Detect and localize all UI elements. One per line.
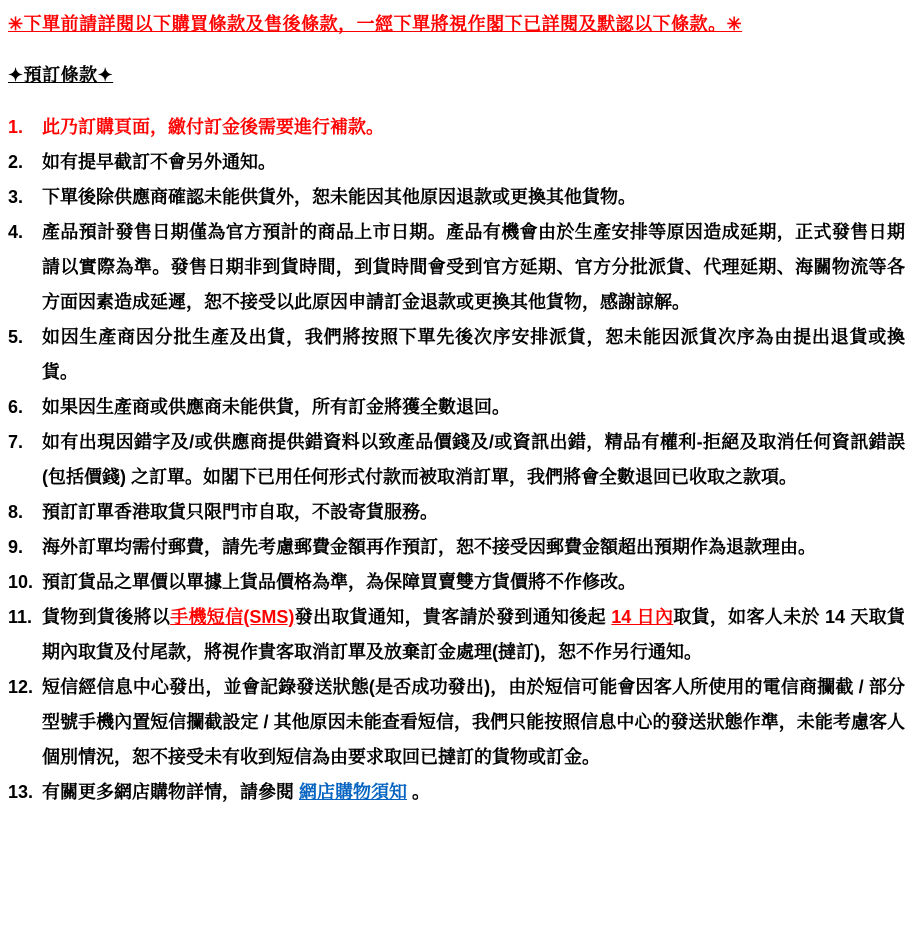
term-item — [8, 530, 907, 565]
term-item — [8, 565, 907, 600]
term-text — [42, 565, 907, 600]
term-segment: 此乃訂購頁面，繳付訂金後需要進行補款。 — [42, 117, 384, 137]
term-number: 12. — [8, 677, 34, 697]
term-item — [8, 670, 907, 775]
purchase-notice-title: ✳下單前請詳閱以下購買條款及售後條款，一經下單將視作閣下已詳閱及默認以下條款。✳ — [8, 14, 743, 34]
term-text — [42, 110, 907, 145]
term-segment: 如有出現因錯字及/或供應商提供錯資料以致產品價錢及/或資訊出錯，精品有權利-拒絕及取消任何資訊錯誤(包括價錢) 之訂單。如閣下已用任何形式付款而被取消訂單，我們將會全數退回已收取之款項。 — [42, 432, 905, 487]
highlighted-term-segment: 手機短信(SMS) — [170, 607, 295, 627]
term-number: 7. — [8, 432, 24, 452]
term-text — [42, 390, 907, 425]
term-segment: 預訂貨品之單價以單據上貨品價格為準，為保障買賣雙方貨價將不作修改。 — [42, 572, 636, 592]
term-item — [8, 180, 907, 215]
term-text — [42, 495, 907, 530]
term-number: 6. — [8, 397, 24, 417]
preorder-terms-section-header: ✦預訂條款✦ — [8, 65, 114, 85]
term-item — [8, 775, 907, 810]
term-segment: 預訂訂單香港取貨只限門市自取，不設寄貨服務。 — [42, 502, 438, 522]
term-segment: 如因生產商因分批生產及出貨，我們將按照下單先後次序安排派貨，恕未能因派貨次序為由提出退貨或換貨。 — [42, 327, 905, 382]
term-text — [42, 530, 907, 565]
term-item — [8, 425, 907, 495]
term-number: 13. — [8, 782, 34, 802]
term-number: 8. — [8, 502, 24, 522]
term-segment: 如果因生產商或供應商未能供貨，所有訂金將獲全數退回。 — [42, 397, 510, 417]
term-item — [8, 390, 907, 425]
term-segment: 如有提早截訂不會另外通知。 — [42, 152, 276, 172]
store-shopping-guide-link[interactable]: 網店購物須知 — [299, 782, 407, 802]
term-text — [42, 145, 907, 180]
term-text — [42, 775, 907, 810]
term-segment: 有關更多網店購物詳情，請參閱 — [42, 782, 299, 802]
term-segment: 取貨，如客人未於 14 天取貨期內取貨及付尾款，將視作貴客取消訂單及放棄訂金處理(撻訂)，恕不作另行通知。 — [42, 607, 905, 662]
term-segment: 貨物到貨後將以 — [42, 607, 171, 627]
term-number: 4. — [8, 222, 24, 242]
term-item — [8, 320, 907, 390]
term-number: 5. — [8, 327, 24, 347]
term-number: 1. — [8, 117, 24, 137]
term-segment: 下單後除供應商確認未能供貨外，恕未能因其他原因退款或更換其他貨物。 — [42, 187, 636, 207]
term-item — [8, 110, 907, 145]
term-text — [42, 670, 907, 775]
term-number: 3. — [8, 187, 24, 207]
term-number: 11. — [8, 607, 33, 627]
term-item — [8, 215, 907, 320]
term-text — [42, 600, 907, 670]
terms-list — [8, 110, 907, 810]
term-number: 10. — [8, 572, 34, 592]
term-item — [8, 495, 907, 530]
term-text — [42, 180, 907, 215]
term-text — [42, 425, 907, 495]
term-segment: 產品預計發售日期僅為官方預計的商品上市日期。產品有機會由於生產安排等原因造成延期，正式發售日期請以實際為準。發售日期非到貨時間，到貨時間會受到官方延期、官方分批派貨、代理延期、海關物流等各方面因素造成延遲，恕不接受以此原因申請訂金退款或更換其他貨物，感謝諒解。 — [42, 222, 905, 312]
term-segment: 海外訂單均需付郵費，請先考慮郵費金額再作預訂，恕不接受因郵費金額超出預期作為退款理由。 — [42, 537, 816, 557]
term-segment: 發出取貨通知，貴客請於發到通知後起 — [294, 607, 612, 627]
term-number: 9. — [8, 537, 24, 557]
term-text — [42, 215, 907, 320]
term-item — [8, 600, 907, 670]
highlighted-term-segment: 14 日內 — [611, 607, 674, 627]
term-number: 2. — [8, 152, 24, 172]
term-item — [8, 145, 907, 180]
term-text — [42, 320, 907, 390]
term-segment: 。 — [407, 782, 431, 802]
term-segment: 短信經信息中心發出，並會記錄發送狀態(是否成功發出)，由於短信可能會因客人所使用的電信商攔截 / 部分型號手機內置短信攔截設定 / 其他原因未能查看短信，我們只能按照信息中心的發送狀態作準，未能考慮客人個別情況，恕不接受未有收到短信為由要求取回已撻訂的貨物或訂金。 — [42, 677, 905, 767]
